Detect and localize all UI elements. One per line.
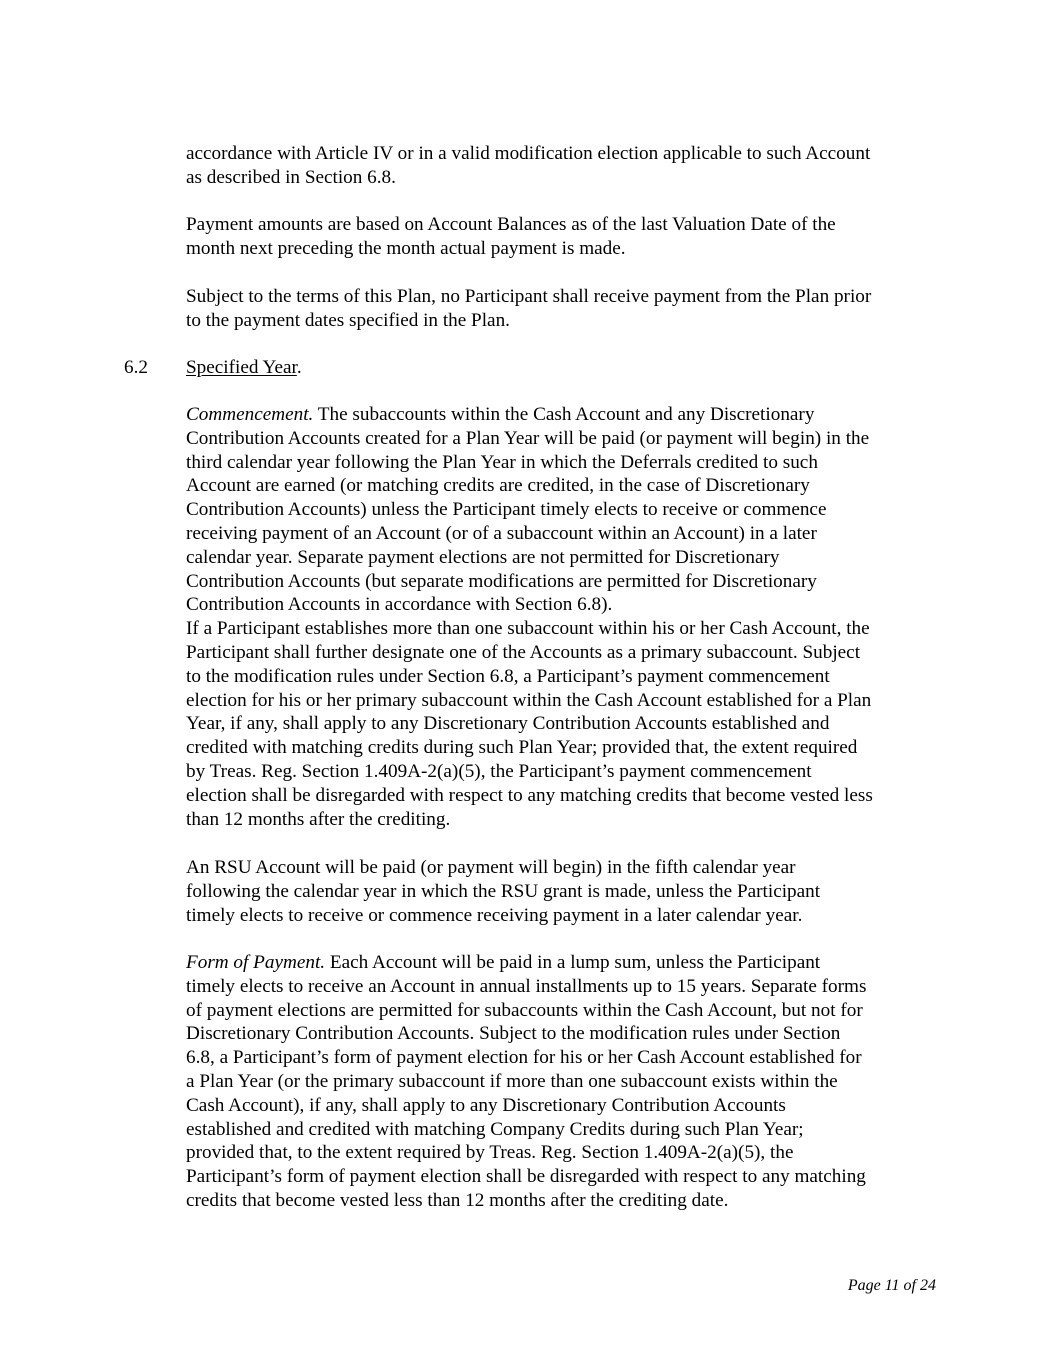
text-line: receiving payment of an Account (or of a subaccount within an Account) in a later [186, 522, 817, 544]
text-line: accordance with Article IV or in a valid modification election applicable to such Account [186, 143, 871, 164]
text-line: month next preceding the month actual payment is made. [186, 237, 626, 259]
text-line: third calendar year following the Plan Year in which the Deferrals credited to such [186, 451, 818, 473]
section-number: 6.2 [124, 357, 148, 378]
text-line: Contribution Accounts in accordance with Section 6.8). [186, 594, 613, 616]
paragraph-form-of-payment [186, 951, 938, 1213]
text-line: Contribution Accounts (but separate modifications are permitted for Discretionary [186, 570, 817, 592]
text-line: to the payment dates specified in the Plan. [186, 309, 510, 331]
text-line: election for his or her primary subaccount within the Cash Account established for a Plan [186, 689, 872, 711]
text-line: An RSU Account will be paid (or payment will begin) in the fifth calendar year [186, 857, 796, 878]
text-line: than 12 months after the crediting. [186, 808, 451, 830]
text-line: Discretionary Contribution Accounts. Subject to the modification rules under Section [186, 1023, 841, 1045]
text-line: a Plan Year (or the primary subaccount if more than one subaccount exists within the [186, 1070, 838, 1092]
text-line: as described in Section 6.8. [186, 166, 396, 188]
text-line: Cash Account), if any, shall apply to any Discretionary Contribution Accounts [186, 1094, 786, 1116]
text-line: election shall be disregarded with respect to any matching credits that become vested less [186, 784, 873, 806]
paragraph-rsu-account [186, 856, 938, 927]
text-line [186, 951, 938, 975]
text-line: Participant shall further designate one of the Accounts as a primary subaccount. Subject [186, 641, 861, 663]
text-line: provided that, to the extent required by Treas. Reg. Section 1.409A-2(a)(5), the [186, 1142, 794, 1164]
form-of-payment-lead: Form of Payment. [186, 952, 326, 973]
text-line: of payment elections are permitted for subaccounts within the Cash Account, but not for [186, 999, 863, 1021]
page-number-footer: Page 11 of 24 [847, 1277, 936, 1294]
form-of-payment-first-line: Each Account will be paid in a lump sum, unless the Participant [325, 952, 821, 973]
text-line: Subject to the terms of this Plan, no Participant shall receive payment from the Plan prior [186, 286, 872, 307]
text-line: timely elects to receive or commence receiving payment in a later calendar year. [186, 904, 803, 926]
paragraph-intro-1 [186, 142, 938, 190]
text-line: Participant’s form of payment election shall be disregarded with respect to any matching [186, 1166, 866, 1188]
paragraph-intro-3 [186, 285, 938, 333]
text-line: following the calendar year in which the RSU grant is made, unless the Participant [186, 880, 821, 902]
section-heading-punct: . [296, 357, 302, 378]
text-line: calendar year. Separate payment elections are not permitted for Discretionary [186, 546, 780, 568]
paragraph-commencement [186, 403, 938, 831]
section-heading-title: Specified Year [186, 357, 297, 378]
text-line: Payment amounts are based on Account Balances as of the last Valuation Date of the [186, 214, 836, 235]
text-line: If a Participant establishes more than one subaccount within his or her Cash Account, the [186, 618, 870, 640]
commencement-lead: Commencement. [186, 404, 314, 425]
text-line [186, 403, 938, 427]
text-line: Contribution Accounts created for a Plan Year will be paid (or payment will begin) in the [186, 427, 870, 449]
section-heading [186, 356, 302, 380]
text-line: to the modification rules under Section 6.8, a Participant’s payment commencement [186, 665, 830, 687]
text-line: timely elects to receive an Account in annual installments up to 15 years. Separate forms [186, 975, 867, 997]
text-line: by Treas. Reg. Section 1.409A-2(a)(5), the Participant’s payment commencement [186, 760, 812, 782]
text-line: credited with matching credits during such Plan Year; provided that, the extent required [186, 737, 858, 759]
text-line: Year, if any, shall apply to any Discretionary Contribution Accounts established and [186, 713, 830, 735]
commencement-first-line: The subaccounts within the Cash Account and any Discretionary [313, 404, 815, 425]
text-line: Contribution Accounts) unless the Participant timely elects to receive or commence [186, 499, 827, 521]
text-line: established and credited with matching Company Credits during such Plan Year; [186, 1118, 804, 1140]
paragraph-intro-2 [186, 213, 938, 261]
text-line: 6.8, a Participant’s form of payment election for his or her Cash Account established for [186, 1047, 862, 1069]
text-line: credits that become vested less than 12 months after the crediting date. [186, 1189, 729, 1211]
text-line: Account are earned (or matching credits are credited, in the case of Discretionary [186, 475, 810, 497]
